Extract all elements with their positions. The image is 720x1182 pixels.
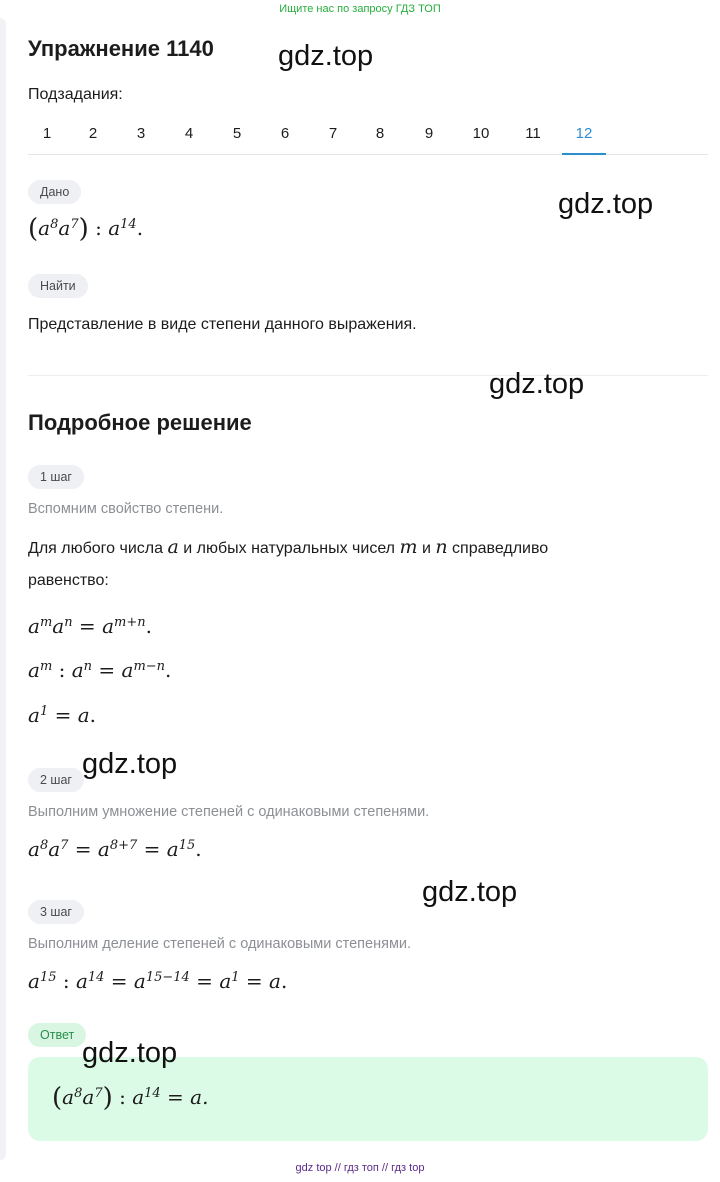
step-1-text-line2: равенство: — [28, 572, 109, 589]
page-title: Упражнение 1140 — [28, 36, 214, 61]
find-text: Представление в виде степени данного выражения. — [28, 316, 417, 333]
top-banner: Ищите нас по запросу ГДЗ ТОП — [279, 3, 441, 15]
tab-3[interactable]: 3 — [136, 125, 146, 142]
solution-title: Подробное решение — [28, 410, 252, 435]
answer-expression: $(a^8a^7)$ : $a^{14} = a$. — [52, 1083, 209, 1113]
tab-10[interactable]: 10 — [472, 125, 490, 142]
step-2-hint: Выполним умножение степеней с одинаковыми степенями. — [28, 804, 430, 820]
given-expression: $(a^8a^7)$ : $a^{14}$. — [28, 214, 144, 244]
tab-6[interactable]: 6 — [280, 125, 290, 142]
tab-5[interactable]: 5 — [232, 125, 242, 142]
watermark: gdz.top — [489, 368, 585, 400]
power-quotient-rule: $a^m$ : $a^n = a^{m-n}$. — [28, 658, 172, 682]
step-1-chip: 1 шаг — [28, 465, 84, 489]
section-divider — [28, 375, 708, 376]
subtask-tabs — [28, 116, 708, 155]
step-3-chip: 3 шаг — [28, 900, 84, 924]
given-chip: Дано — [28, 180, 81, 204]
watermark: gdz.top — [422, 876, 518, 908]
tab-2[interactable]: 2 — [88, 125, 98, 142]
step-1-hint: Вспомним свойство степени. — [28, 501, 224, 517]
watermark: gdz.top — [82, 1037, 178, 1069]
left-edge-bar — [0, 18, 6, 1160]
step-3-formula: $a^{15}$ : $a^{14} = a^{15-14} = a^1 = a$. — [28, 969, 288, 993]
tab-12[interactable]: 12 — [562, 116, 606, 155]
watermark: gdz.top — [82, 748, 178, 780]
power-one-rule: $a^1 = a$. — [28, 703, 96, 727]
tab-1[interactable]: 1 — [42, 125, 52, 142]
find-chip: Найти — [28, 274, 88, 298]
answer-chip: Ответ — [28, 1023, 86, 1047]
step-2-formula: $a^8a^7 = a^{8+7} = a^{15}$. — [28, 837, 202, 861]
power-product-rule: $a^ma^n = a^{m+n}$. — [28, 614, 152, 638]
subtasks-label: Подзадания: — [28, 86, 123, 103]
footer-links: gdz top // гдз топ // гдз top — [295, 1162, 425, 1174]
tab-8[interactable]: 8 — [375, 125, 385, 142]
tab-9[interactable]: 9 — [424, 125, 434, 142]
tab-11[interactable]: 11 — [525, 125, 541, 142]
step-1-text: Для любого числа a и любых натуральных чисел m и n справедливо — [28, 536, 549, 558]
watermark: gdz.top — [278, 40, 374, 72]
tab-7[interactable]: 7 — [328, 125, 338, 142]
watermark: gdz.top — [558, 188, 654, 220]
tab-4[interactable]: 4 — [184, 125, 194, 142]
step-2-chip: 2 шаг — [28, 768, 84, 792]
step-3-hint: Выполним деление степеней с одинаковыми степенями. — [28, 936, 412, 952]
